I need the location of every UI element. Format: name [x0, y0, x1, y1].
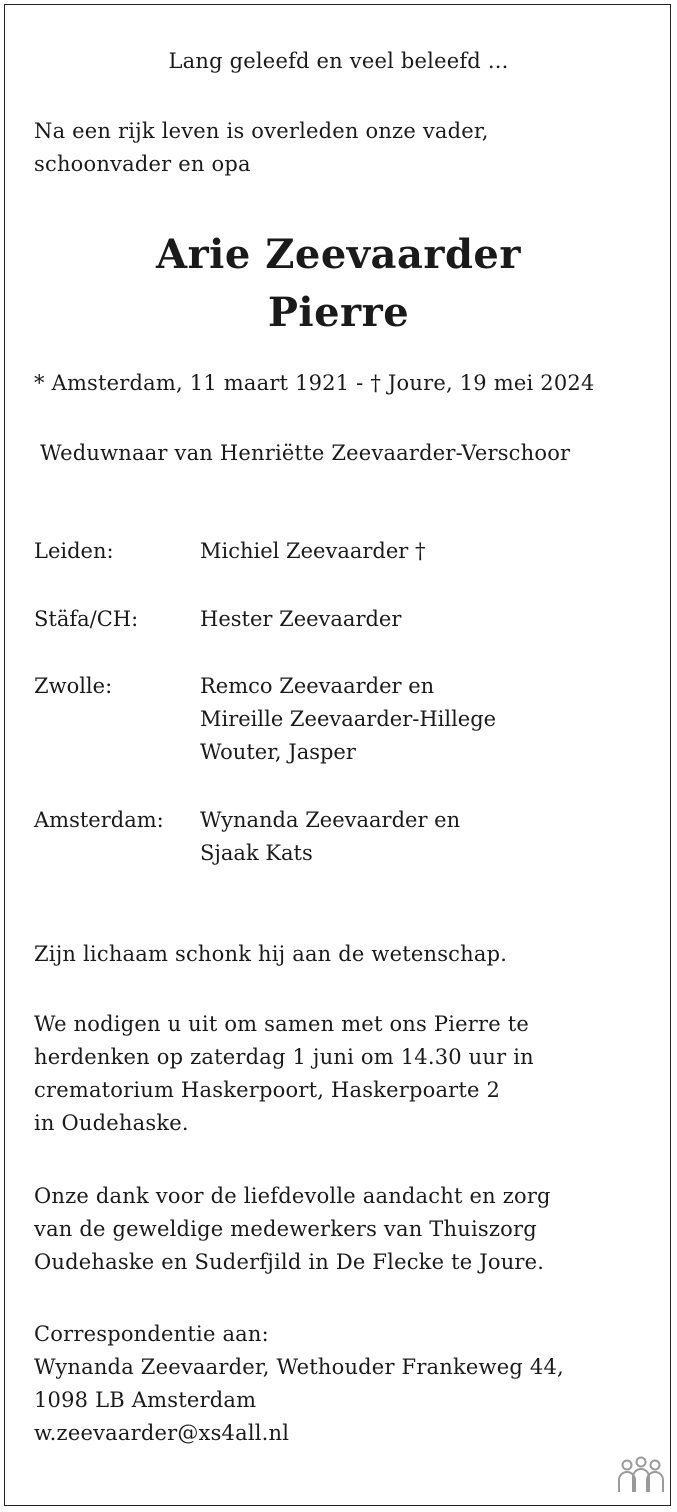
correspondence-postcode: 1098 LB Amsterdam	[34, 1388, 257, 1412]
invitation-line: We nodigen u uit om samen met ons Pierre te	[34, 1012, 529, 1036]
family-name: Wynanda Zeevaarder en	[200, 808, 461, 832]
family-name: Michiel Zeevaarder †	[200, 539, 426, 563]
family-name: Remco Zeevaarder en	[200, 674, 435, 698]
deceased-name: Arie Zeevaarder	[156, 231, 521, 278]
correspondence-address: Wynanda Zeevaarder, Wethouder Frankeweg 44,	[34, 1355, 564, 1379]
opening-line: Lang geleefd en veel beleefd ...	[168, 49, 509, 73]
thanks-line: Oudehaske en Suderfjild in De Flecke te Joure.	[34, 1250, 545, 1274]
family-name: Mireille Zeevaarder-Hillege	[200, 707, 497, 731]
correspondence-heading: Correspondentie aan:	[34, 1322, 269, 1346]
family-people-icon	[616, 1456, 666, 1496]
family-name: Hester Zeevaarder	[200, 607, 402, 631]
correspondence-email: w.zeevaarder@xs4all.nl	[34, 1421, 290, 1445]
invitation-line: in Oudehaske.	[34, 1111, 189, 1135]
invitation-line: herdenken op zaterdag 1 juni om 14.30 uur in	[34, 1045, 534, 1069]
deceased-nickname: Pierre	[267, 289, 410, 336]
body-donation-line: Zijn lichaam schonk hij aan de wetenschap.	[34, 942, 508, 966]
lifespan: * Amsterdam, 11 maart 1921 - † Joure, 19 mei 2024	[34, 371, 595, 395]
family-name: Wouter, Jasper	[200, 740, 356, 764]
spouse-line: Weduwnaar van Henriëtte Zeevaarder-Verschoor	[40, 441, 571, 465]
family-place-amsterdam: Amsterdam:	[34, 808, 164, 832]
thanks-line: van de geweldige medewerkers van Thuiszorg	[34, 1217, 537, 1241]
intro-line-1: Na een rijk leven is overleden onze vader,	[34, 119, 489, 143]
invitation-line: crematorium Haskerpoort, Haskerpoarte 2	[34, 1078, 501, 1102]
intro-line-2: schoonvader en opa	[34, 152, 251, 176]
family-name: Sjaak Kats	[200, 841, 313, 865]
family-place-stafa: Stäfa/CH:	[34, 607, 139, 631]
thanks-line: Onze dank voor de liefdevolle aandacht en zorg	[34, 1184, 551, 1208]
family-place-leiden: Leiden:	[34, 539, 114, 563]
family-place-zwolle: Zwolle:	[34, 674, 113, 698]
